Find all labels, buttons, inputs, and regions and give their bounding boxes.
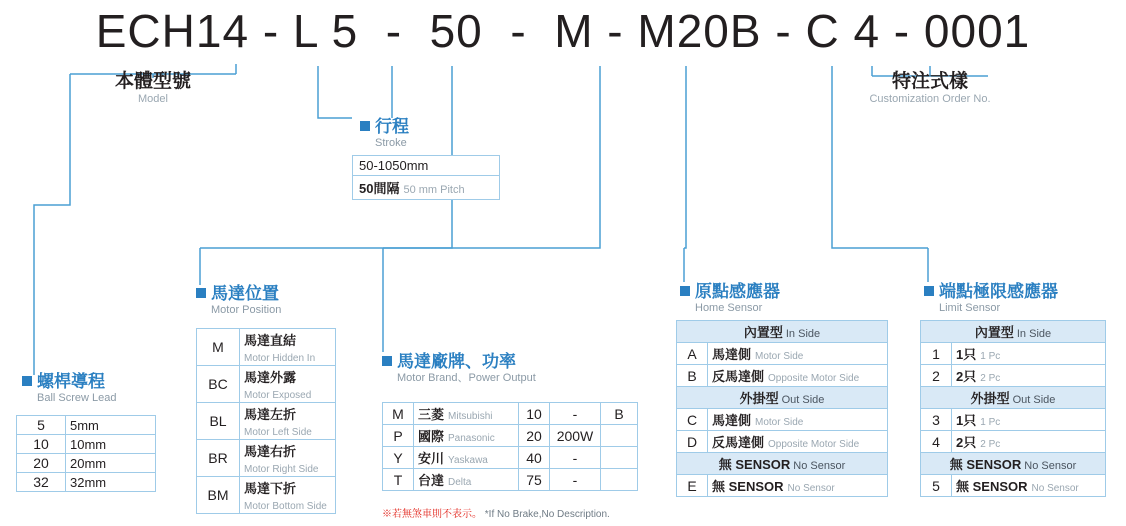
motor-position-label: 馬達左折 Motor Left Side [240, 403, 336, 440]
bullet-square-icon [196, 288, 206, 298]
brand-name: 三菱 Mitsubishi [414, 403, 519, 425]
brand-power-code: 20 [519, 425, 550, 447]
heading-ball-screw-lead-cn: 螺桿導程 [22, 372, 117, 391]
home-sensor-label: 反馬達側 Opposite Motor Side [708, 365, 888, 387]
lead-value: 5mm [66, 416, 156, 435]
limit-sensor-code: 3 [921, 409, 952, 431]
table-row [383, 425, 638, 447]
stroke-range-row: 50-1050mm [352, 155, 500, 175]
brand-brake-code: B [601, 403, 638, 425]
table-row [677, 365, 888, 387]
brand-power-watt: 200W [550, 425, 601, 447]
table-row [383, 447, 638, 469]
heading-motor-brand-cn: 馬達廠牌、功率 [382, 352, 536, 371]
limit-sensor-code: 4 [921, 431, 952, 453]
brand-code: M [383, 403, 414, 425]
brand-code: P [383, 425, 414, 447]
brand-name: 安川 Yaskawa [414, 447, 519, 469]
brand-brake-code [601, 425, 638, 447]
table-row [921, 431, 1106, 453]
limit-sensor-code: 1 [921, 343, 952, 365]
motor-position-label: 馬達下折 Motor Bottom Side [240, 477, 336, 514]
table-row-group [677, 453, 888, 475]
motor-position-label: 馬達外露 Motor Exposed [240, 366, 336, 403]
home-sensor-code: A [677, 343, 708, 365]
limit-sensor-label: 1只 1 Pc [952, 343, 1106, 365]
limit-sensor-label: 2只 2 Pc [952, 365, 1106, 387]
brand-power-watt: - [550, 403, 601, 425]
lead-code: 20 [17, 454, 66, 473]
table-row [197, 366, 336, 403]
stroke-pitch-row: 50間隔 50 mm Pitch [352, 175, 500, 200]
lead-value: 20mm [66, 454, 156, 473]
table-row [383, 403, 638, 425]
motor-position-code: BL [197, 403, 240, 440]
brand-power-code: 75 [519, 469, 550, 491]
table-row [677, 343, 888, 365]
table-row [677, 431, 888, 453]
motor-position-code: BC [197, 366, 240, 403]
limit-sensor-table [920, 320, 1106, 497]
bullet-square-icon [360, 121, 370, 131]
home-sensor-group-inside: 內置型 In Side [677, 321, 888, 343]
heading-stroke [360, 117, 409, 150]
lead-value: 10mm [66, 435, 156, 454]
motor-brand-table [382, 402, 638, 491]
table-row [197, 440, 336, 477]
brand-brake-code [601, 469, 638, 491]
ball-screw-lead-table [16, 415, 156, 492]
table-row-group [921, 321, 1106, 343]
table-row [197, 329, 336, 366]
motor-brand-note [382, 505, 610, 520]
lead-code: 5 [17, 416, 66, 435]
heading-stroke-en: Stroke [375, 137, 407, 149]
bullet-square-icon [382, 356, 392, 366]
motor-position-label: 馬達直結 Motor Hidden In [240, 329, 336, 366]
motor-position-code: BM [197, 477, 240, 514]
limit-sensor-code: 2 [921, 365, 952, 387]
motor-position-code: M [197, 329, 240, 366]
limit-sensor-group-none: 無 SENSOR No Sensor [921, 453, 1106, 475]
table-row [17, 435, 156, 454]
home-sensor-label: 無 SENSOR No Sensor [708, 475, 888, 497]
part-number: ECH14 - L 5 - 50 - M - M20B - C 4 - 0001 [95, 5, 1031, 57]
table-row [677, 409, 888, 431]
heading-motor-brand [382, 352, 536, 385]
home-sensor-group-none: 無 SENSOR No Sensor [677, 453, 888, 475]
limit-sensor-code: 5 [921, 475, 952, 497]
brand-name: 國際 Panasonic [414, 425, 519, 447]
heading-customization-en: Customization Order No. [869, 93, 991, 105]
brand-power-code: 40 [519, 447, 550, 469]
table-row [921, 475, 1106, 497]
brand-name: 台達 Delta [414, 469, 519, 491]
home-sensor-code: C [677, 409, 708, 431]
heading-motor-position-cn: 馬達位置 [196, 284, 281, 303]
heading-home-sensor-cn: 原點感應器 [680, 282, 780, 301]
home-sensor-code: B [677, 365, 708, 387]
table-row [383, 469, 638, 491]
lead-code: 10 [17, 435, 66, 454]
home-sensor-group-outside: 外掛型 Out Side [677, 387, 888, 409]
heading-motor-brand-en: Motor Brand、Power Output [397, 372, 536, 384]
heading-home-sensor-en: Home Sensor [695, 302, 763, 314]
heading-ball-screw-lead [22, 372, 117, 405]
heading-stroke-cn: 行程 [360, 117, 409, 136]
home-sensor-label: 馬達側 Motor Side [708, 409, 888, 431]
limit-sensor-group-inside: 內置型 In Side [921, 321, 1106, 343]
table-row [17, 473, 156, 492]
table-row [677, 475, 888, 497]
brand-power-watt: - [550, 447, 601, 469]
limit-sensor-label: 無 SENSOR No Sensor [952, 475, 1106, 497]
table-row [197, 477, 336, 514]
motor-brand-note-en: *If No Brake,No Description. [484, 509, 610, 520]
heading-limit-sensor-cn: 端點極限感應器 [924, 282, 1058, 301]
limit-sensor-group-outside: 外掛型 Out Side [921, 387, 1106, 409]
limit-sensor-label: 2只 2 Pc [952, 431, 1106, 453]
home-sensor-label: 反馬達側 Opposite Motor Side [708, 431, 888, 453]
brand-power-code: 10 [519, 403, 550, 425]
table-row [921, 343, 1106, 365]
heading-customization-cn: 特注式樣 [891, 71, 968, 92]
heading-customization [862, 72, 998, 106]
table-row [17, 416, 156, 435]
brand-code: T [383, 469, 414, 491]
bullet-square-icon [22, 376, 32, 386]
heading-model-cn: 本體型號 [114, 71, 191, 92]
bullet-square-icon [680, 286, 690, 296]
lead-code: 32 [17, 473, 66, 492]
table-row [921, 409, 1106, 431]
limit-sensor-label: 1只 1 Pc [952, 409, 1106, 431]
home-sensor-code: E [677, 475, 708, 497]
table-row-group [677, 321, 888, 343]
heading-motor-position [196, 284, 281, 317]
motor-brand-note-cn: ※若無煞車則不表示。 [382, 509, 482, 520]
heading-motor-position-en: Motor Position [211, 304, 282, 316]
brand-brake-code [601, 447, 638, 469]
motor-position-label: 馬達右折 Motor Right Side [240, 440, 336, 477]
home-sensor-label: 馬達側 Motor Side [708, 343, 888, 365]
table-row [17, 454, 156, 473]
motor-position-code: BR [197, 440, 240, 477]
heading-model-en: Model [138, 93, 168, 105]
brand-code: Y [383, 447, 414, 469]
heading-limit-sensor-en: Limit Sensor [939, 302, 1001, 314]
home-sensor-table [676, 320, 888, 497]
brand-power-watt: - [550, 469, 601, 491]
table-row-group [921, 453, 1106, 475]
table-row-group [677, 387, 888, 409]
heading-model [86, 72, 220, 106]
lead-value: 32mm [66, 473, 156, 492]
heading-home-sensor [680, 282, 780, 315]
table-row [197, 403, 336, 440]
table-row-group [921, 387, 1106, 409]
heading-limit-sensor [924, 282, 1058, 315]
bullet-square-icon [924, 286, 934, 296]
heading-ball-screw-lead-en: Ball Screw Lead [37, 392, 117, 404]
stroke-table [352, 155, 500, 200]
home-sensor-code: D [677, 431, 708, 453]
table-row [921, 365, 1106, 387]
motor-position-table [196, 328, 336, 514]
